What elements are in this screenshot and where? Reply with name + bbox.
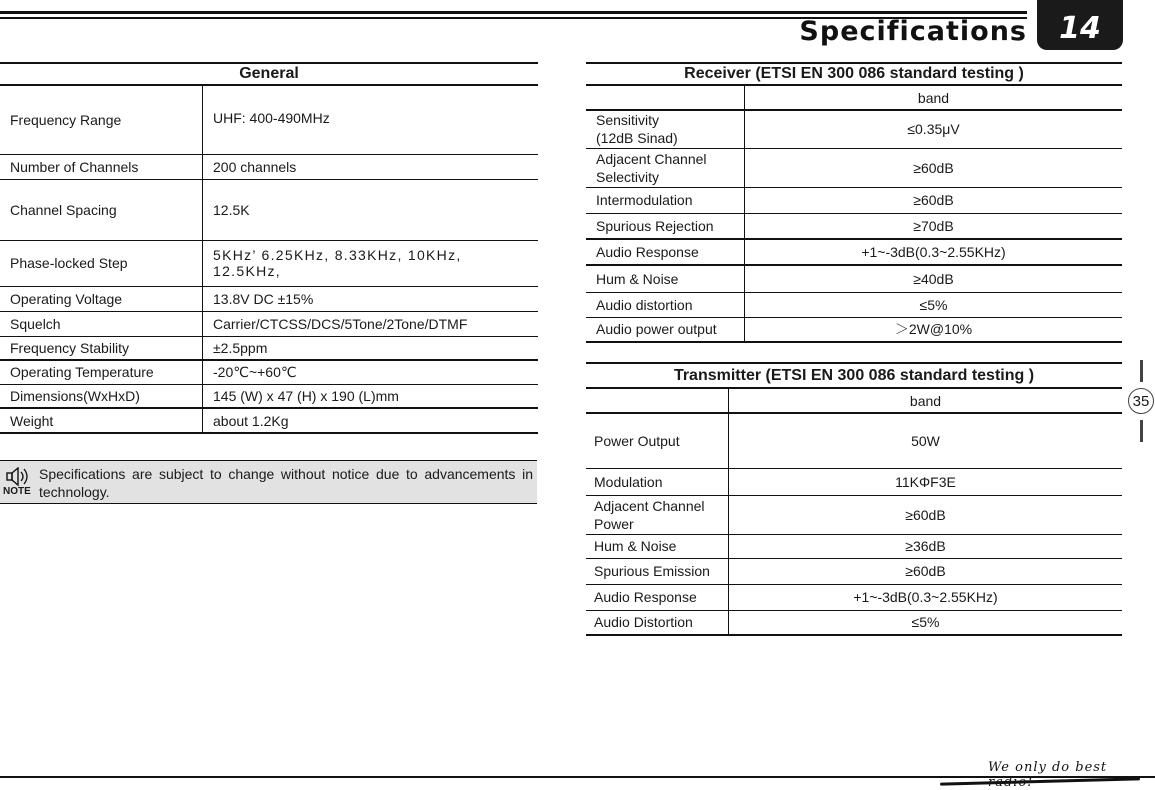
note-text: Specifications are subject to change without notice due to advancements in technology. bbox=[39, 466, 533, 500]
spec-label: Operating Voltage bbox=[0, 286, 203, 311]
table-row bbox=[586, 388, 1122, 413]
table-row bbox=[586, 468, 1122, 495]
table-row bbox=[586, 265, 1122, 292]
spec-value: UHF: 400-490MHz bbox=[203, 85, 539, 154]
page-marker-line-top bbox=[1140, 360, 1143, 382]
receiver-heading-row bbox=[586, 63, 1122, 85]
spec-label: Audio power output bbox=[586, 317, 745, 342]
spec-label: Number of Channels bbox=[0, 154, 203, 179]
spec-label: Channel Spacing bbox=[0, 179, 203, 240]
note-label: NOTE bbox=[3, 486, 31, 497]
table-row bbox=[0, 286, 538, 311]
band-header-blank bbox=[586, 388, 729, 413]
spec-value: ≤5% bbox=[729, 610, 1123, 635]
table-row bbox=[586, 292, 1122, 317]
table-row bbox=[586, 110, 1122, 148]
table-row bbox=[586, 584, 1122, 610]
spec-value: ＞2W@10% bbox=[745, 317, 1123, 342]
table-row bbox=[0, 384, 538, 408]
page-marker-line-bottom bbox=[1140, 420, 1143, 442]
spec-label: Audio distortion bbox=[586, 292, 745, 317]
spec-label: Frequency Stability bbox=[0, 336, 203, 360]
spec-label bbox=[586, 110, 745, 148]
table-row bbox=[586, 317, 1122, 342]
spec-label-line: Power bbox=[594, 515, 634, 532]
spec-label: Intermodulation bbox=[586, 187, 745, 213]
spec-value: Carrier/CTCSS/DCS/5Tone/2Tone/DTMF bbox=[203, 311, 539, 336]
spec-value: ≥60dB bbox=[729, 495, 1123, 534]
spec-label: Operating Temperature bbox=[0, 360, 203, 384]
spec-label-line: Selectivity bbox=[596, 168, 660, 185]
general-heading: General bbox=[0, 63, 538, 85]
spec-label-line: Adjacent Channel bbox=[594, 497, 705, 514]
receiver-heading: Receiver (ETSI EN 300 086 standard testing ) bbox=[586, 63, 1122, 85]
band-header-blank bbox=[586, 85, 745, 110]
table-row bbox=[586, 187, 1122, 213]
spec-value: ≥60dB bbox=[745, 187, 1123, 213]
spec-label: Spurious Emission bbox=[586, 558, 729, 584]
table-row bbox=[0, 85, 538, 154]
band-header: band bbox=[745, 85, 1123, 110]
spec-label-line: (12dB Sinad) bbox=[596, 130, 678, 147]
table-row bbox=[0, 154, 538, 179]
spec-label-line: Sensitivity bbox=[596, 112, 660, 129]
transmitter-spec-table bbox=[586, 362, 1122, 636]
spec-value: +1~-3dB(0.3~2.55KHz) bbox=[745, 239, 1123, 265]
spec-label: Hum & Noise bbox=[586, 534, 729, 558]
spec-value: -20℃~+60℃ bbox=[203, 360, 539, 384]
page-title: Specifications bbox=[799, 16, 1027, 47]
spec-value: ≥70dB bbox=[745, 213, 1123, 239]
table-row bbox=[586, 148, 1122, 187]
spec-value: 12.5K bbox=[203, 179, 539, 240]
spec-label bbox=[586, 148, 745, 187]
band-header: band bbox=[729, 388, 1123, 413]
spec-value: ≤5% bbox=[745, 292, 1123, 317]
table-row bbox=[586, 495, 1122, 534]
spec-label-line: Adjacent Channel bbox=[596, 150, 707, 167]
slogan: We only do best bbox=[988, 760, 1108, 775]
table-row bbox=[0, 336, 538, 360]
table-row bbox=[586, 413, 1122, 468]
spec-value: about 1.2Kg bbox=[203, 408, 539, 433]
spec-value: ≥60dB bbox=[729, 558, 1123, 584]
footer-rule bbox=[0, 776, 1155, 778]
spec-label: Audio Response bbox=[586, 239, 745, 265]
spec-label: Audio Response bbox=[586, 584, 729, 610]
spec-label: Squelch bbox=[0, 311, 203, 336]
spec-label bbox=[586, 495, 729, 534]
table-row bbox=[0, 408, 538, 433]
spec-value: ≥36dB bbox=[729, 534, 1123, 558]
chapter-badge: 14 bbox=[1037, 0, 1123, 50]
spec-value: 13.8V DC ±15% bbox=[203, 286, 539, 311]
spec-label: Dimensions(WxHxD) bbox=[0, 384, 203, 408]
spec-label: Modulation bbox=[586, 468, 729, 495]
table-row bbox=[586, 610, 1122, 635]
note-box bbox=[0, 460, 537, 504]
spec-value: ≤0.35μV bbox=[745, 110, 1123, 148]
general-heading-row bbox=[0, 63, 538, 85]
table-row bbox=[586, 534, 1122, 558]
table-row bbox=[0, 311, 538, 336]
spec-value: 145 (W) x 47 (H) x 190 (L)mm bbox=[203, 384, 539, 408]
table-row bbox=[0, 179, 538, 240]
spec-value: ±2.5ppm bbox=[203, 336, 539, 360]
table-row bbox=[586, 558, 1122, 584]
table-row bbox=[586, 239, 1122, 265]
spec-label: Spurious Rejection bbox=[586, 213, 745, 239]
table-row bbox=[0, 360, 538, 384]
spec-label: Hum & Noise bbox=[586, 265, 745, 292]
spec-value: 5KHz’ 6.25KHz, 8.33KHz, 10KHz, 12.5KHz, bbox=[203, 240, 539, 286]
spec-value: ≥60dB bbox=[745, 148, 1123, 187]
receiver-spec-table bbox=[586, 62, 1122, 343]
general-spec-table bbox=[0, 62, 538, 434]
spec-value: 50W bbox=[729, 413, 1123, 468]
table-row bbox=[586, 85, 1122, 110]
transmitter-heading-row bbox=[586, 363, 1122, 388]
page-number: 35 bbox=[1128, 388, 1154, 414]
spec-value: +1~-3dB(0.3~2.55KHz) bbox=[729, 584, 1123, 610]
spec-label: Frequency Range bbox=[0, 85, 203, 154]
spec-label: Phase-locked Step bbox=[0, 240, 203, 286]
table-row bbox=[0, 240, 538, 286]
spec-value: 11KΦF3E bbox=[729, 468, 1123, 495]
spec-label: Power Output bbox=[586, 413, 729, 468]
spec-value: 200 channels bbox=[203, 154, 539, 179]
transmitter-heading: Transmitter (ETSI EN 300 086 standard testing ) bbox=[586, 363, 1122, 388]
header-rule-top bbox=[0, 11, 1027, 14]
spec-label: Weight bbox=[0, 408, 203, 433]
table-row bbox=[586, 213, 1122, 239]
spec-value: ≥40dB bbox=[745, 265, 1123, 292]
spec-label: Audio Distortion bbox=[586, 610, 729, 635]
